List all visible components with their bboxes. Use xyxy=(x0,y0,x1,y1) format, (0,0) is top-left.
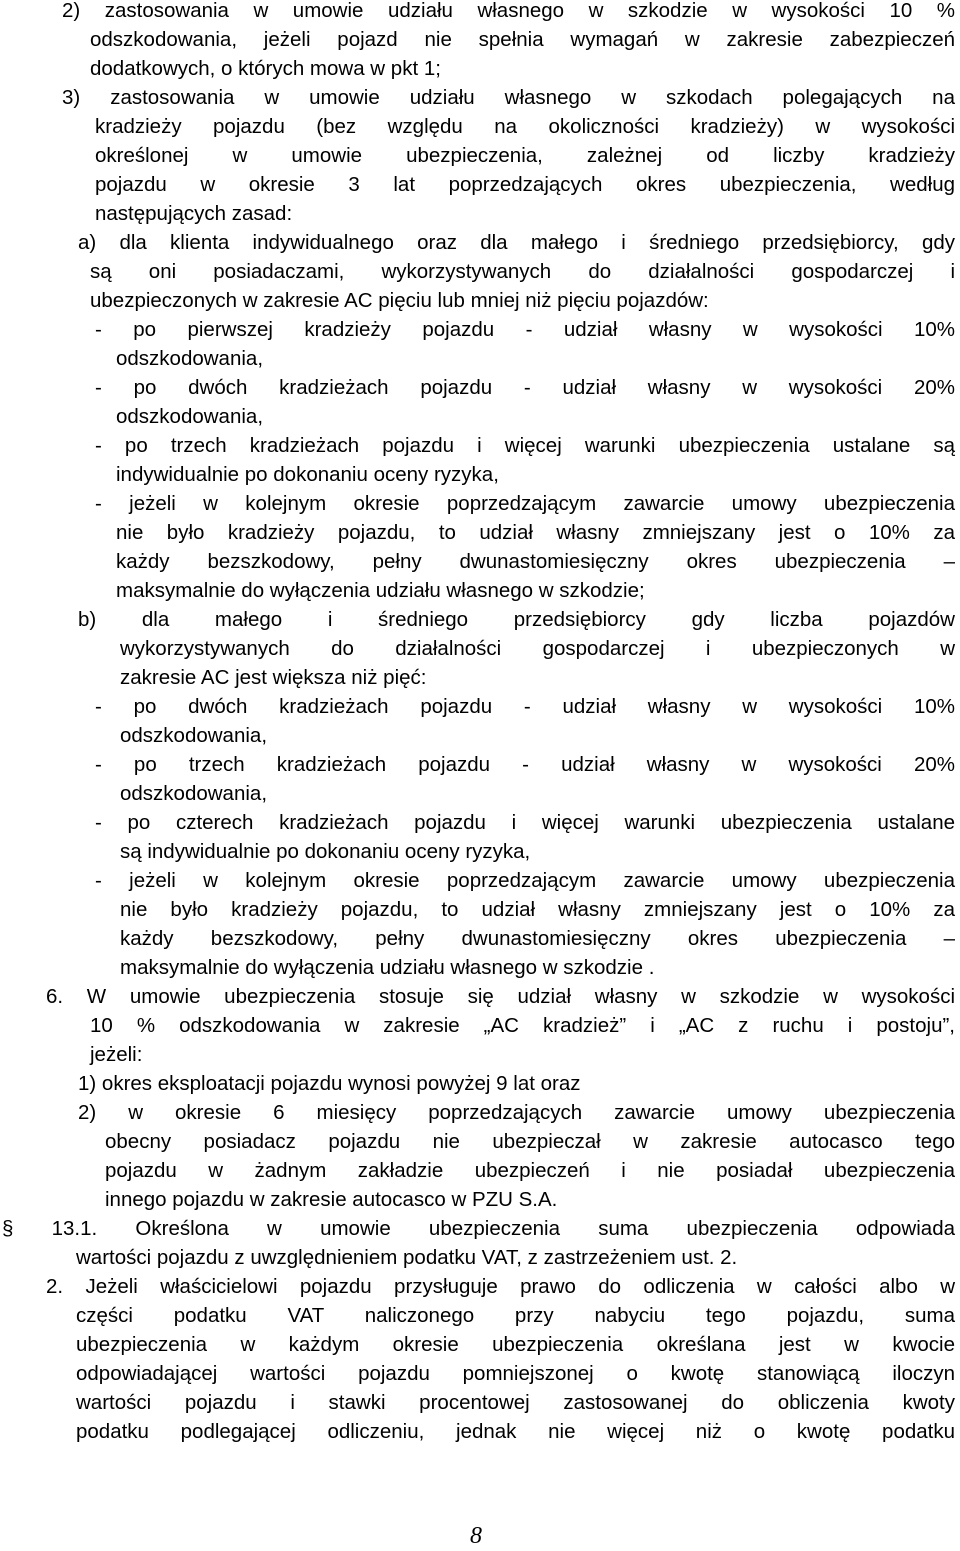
text-line: 2) zastosowania w umowie udziału własnego w szkodzie w wysokości 10 % xyxy=(62,0,955,22)
text-line: każdy bezszkodowy, pełny dwunastomiesięczny okres ubezpieczenia – xyxy=(116,550,955,573)
text-line: pojazdu w żadnym zakładzie ubezpieczeń i nie posiadał ubezpieczenia xyxy=(105,1159,955,1182)
text-line: zakresie AC jest większa niż pięć: xyxy=(120,666,427,689)
text-line: 6. W umowie ubezpieczenia stosuje się udział własny w szkodzie w wysokości xyxy=(46,985,955,1008)
text-line: a) dla klienta indywidualnego oraz dla małego i średniego przedsiębiorcy, gdy xyxy=(78,231,955,254)
text-line: następujących zasad: xyxy=(95,202,293,225)
text-line: są oni posiadaczami, wykorzystywanych do działalności gospodarczej i xyxy=(90,260,955,283)
text-line: dodatkowych, o których mowa w pkt 1; xyxy=(90,57,441,80)
text-line: - po czterech kradzieżach pojazdu i więcej warunki ubezpieczenia ustalane xyxy=(95,811,955,834)
text-line: b) dla małego i średniego przedsiębiorcy gdy liczba pojazdów xyxy=(78,608,955,631)
text-line: wykorzystywanych do działalności gospodarczej i ubezpieczonych w xyxy=(120,637,955,660)
text-line: 3) zastosowania w umowie udziału własnego w szkodach polegających na xyxy=(62,86,955,109)
text-line: nie było kradzieży pojazdu, to udział własny zmniejszany jest o 10% za xyxy=(120,898,955,921)
text-line: odszkodowania, xyxy=(116,347,264,370)
text-line: - po dwóch kradzieżach pojazdu - udział własny w wysokości 10% xyxy=(95,695,955,718)
text-line: są indywidualnie po dokonaniu oceny ryzyka, xyxy=(120,840,531,863)
text-line: określonej w umowie ubezpieczenia, zależnej od liczby kradzieży xyxy=(95,144,955,167)
text-line: jeżeli: xyxy=(90,1043,143,1066)
text-line: 1) okres eksploatacji pojazdu wynosi powyżej 9 lat oraz xyxy=(78,1072,581,1095)
text-line: 10 % odszkodowania w zakresie „AC kradzież” i „AC z ruchu i postoju”, xyxy=(90,1014,955,1037)
text-line: 2) w okresie 6 miesięcy poprzedzających zawarcie umowy ubezpieczenia xyxy=(78,1101,955,1124)
text-line: każdy bezszkodowy, pełny dwunastomiesięczny okres ubezpieczenia – xyxy=(120,927,955,950)
page-number: 8 xyxy=(470,1523,482,1549)
text-line: nie było kradzieży pojazdu, to udział własny zmniejszany jest o 10% za xyxy=(116,521,955,544)
text-line: odszkodowania, xyxy=(120,782,268,805)
text-line: innego pojazdu w zakresie autocasco w PZU S.A. xyxy=(105,1188,558,1211)
text-line: odszkodowania, xyxy=(116,405,264,428)
text-line: ubezpieczonych w zakresie AC pięciu lub mniej niż pięciu pojazdów: xyxy=(90,289,709,312)
text-line: ubezpieczenia w każdym okresie ubezpieczenia określana jest w kwocie xyxy=(76,1333,955,1356)
text-line: - po trzech kradzieżach pojazdu i więcej warunki ubezpieczenia ustalane są xyxy=(95,434,955,457)
text-line: pojazdu w okresie 3 lat poprzedzających okres ubezpieczenia, według xyxy=(95,173,955,196)
text-line: odpowiadającej wartości pojazdu pomniejszonej o kwotę stanowiącą iloczyn xyxy=(76,1362,955,1385)
text-line: - jeżeli w kolejnym okresie poprzedzającym zawarcie umowy ubezpieczenia xyxy=(95,869,955,892)
text-line: - po pierwszej kradzieży pojazdu - udział własny w wysokości 10% xyxy=(95,318,955,341)
text-line: maksymalnie do wyłączenia udziału własnego w szkodzie . xyxy=(120,956,655,979)
text-line: części podatku VAT naliczonego przy nabyciu tego pojazdu, suma xyxy=(76,1304,955,1327)
text-line: wartości pojazdu i stawki procentowej zastosowanej do obliczenia kwoty xyxy=(76,1391,955,1414)
text-line: maksymalnie do wyłączenia udziału własnego w szkodzie; xyxy=(116,579,645,602)
text-line: odszkodowania, xyxy=(120,724,268,747)
text-line: podatku podlegającej odliczeniu, jednak nie więcej niż o kwotę podatku xyxy=(76,1420,955,1443)
text-line: - po dwóch kradzieżach pojazdu - udział własny w wysokości 20% xyxy=(95,376,955,399)
text-line: kradzieży pojazdu (bez względu na okoliczności kradzieży) w wysokości xyxy=(95,115,955,138)
text-line: wartości pojazdu z uwzględnieniem podatku VAT, z zastrzeżeniem ust. 2. xyxy=(76,1246,738,1269)
text-line: obecny posiadacz pojazdu nie ubezpieczał w zakresie autocasco tego xyxy=(105,1130,955,1153)
text-line: 2. Jeżeli właścicielowi pojazdu przysługuje prawo do odliczenia w całości albo w xyxy=(46,1275,955,1298)
text-line: indywidualnie po dokonaniu oceny ryzyka, xyxy=(116,463,499,486)
text-line: - po trzech kradzieżach pojazdu - udział własny w wysokości 20% xyxy=(95,753,955,776)
text-line: - jeżeli w kolejnym okresie poprzedzającym zawarcie umowy ubezpieczenia xyxy=(95,492,955,515)
text-line: odszkodowania, jeżeli pojazd nie spełnia wymagań w zakresie zabezpieczeń xyxy=(90,28,955,51)
text-line: § 13.1. Określona w umowie ubezpieczenia suma ubezpieczenia odpowiada xyxy=(2,1217,955,1240)
